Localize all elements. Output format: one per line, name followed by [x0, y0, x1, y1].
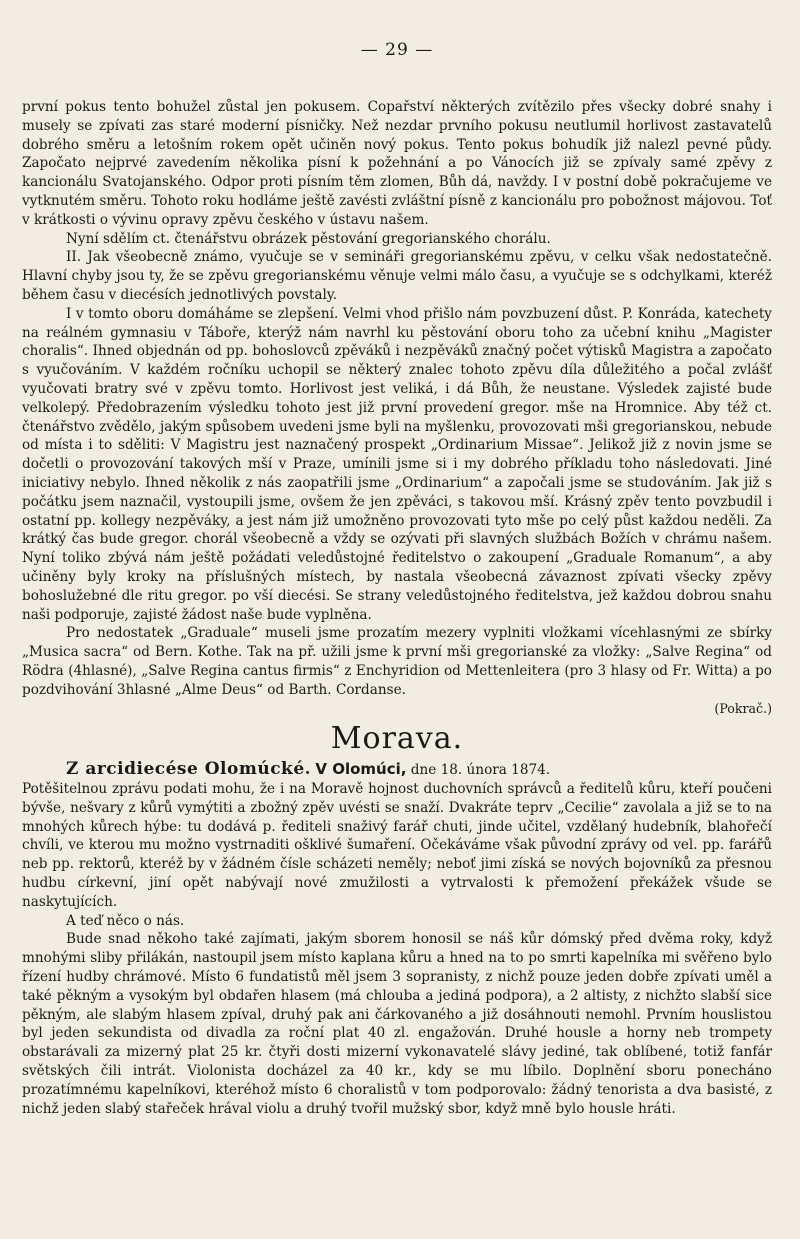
- dateline-date: dne 18. února 1874.: [410, 762, 551, 779]
- dateline-place: V Olomúci,: [315, 760, 407, 779]
- paragraph: II. Jak všeobecně známo, vyučuje se v semináři gregorianskému zpěvu, v celku však nedostatečně. Hlavní chyby jsou ty, že se zpěvu gregorianskému věnuje velmi málo času, a vyučuje se s odchylkami, kteréž během času v diecésích jednotlivých povstaly.: [22, 249, 772, 303]
- paragraph: Nyní sdělím ct. čtenářstvu obrázek pěstování gregorianského chorálu.: [66, 230, 551, 247]
- dateline: [22, 760, 772, 780]
- diocese-title: Z arcidiecése Olomúcké.: [66, 759, 312, 780]
- paragraph: Pro nedostatek „Graduale“ museli jsme prozatím mezery vyplniti vložkami vícehlasnými ze sbírky „Musica sacra“ od Bern. Kothe. Tak na př. užili jsme k první mši gregorianské za vložky: „Salve Regina“ od Rödra (4hlasné), „Salve Regina cantus firmis“ z Enchyridion od Mettenleitera (pro 3 hlasy od Fr. Witta) a po pozdvihování 3hlasné „Alme Deus“ od Barth. Cordanse.: [22, 625, 772, 698]
- continuation-note: (Pokrač.): [714, 700, 772, 716]
- paragraph: Potěšitelnou zprávu podati mohu, že i na Moravě hojnost duchovních správců a ředitelů kůru, kteří poučeni bývše, nešvary z kůrů vymýtiti a zbožný zpěv uvésti se snaží. Dvakráte teprv „Cecilie“ zavolala a již se to na mnohých kůrech hýbe: tu dodává p. řediteli snaživý farář chuti, jinde učitel, vzdělaný hudebník, blahořečí chvíli, ve kterou mu možno vystrnaditi ošklivé šumaření. Očekáváme však původní zprávy od vel. pp. farářů neb pp. rektorů, kteréž by v žádném čísle scházeti neměly; neboť jimi získá se nových bojovníků za přesnou hudbu církevní, jiní opět nabývají nové zmužilosti a vytrvalosti k přemožení překážek všude se naskytujících.: [22, 781, 772, 910]
- paragraph: Bude snad někoho také zajímati, jakým sborem honosil se náš kůr dómský před dvěma roky, když mnohými sliby přilákán, nastoupil jsem místo kaplana kůru a hned na to po smrti kapelníka mi svěřeno bylo řízení hudby chrámové. Místo 6 fundatistů měl jsem 3 sopranisty, z nichž pouze jeden dobře zpívati uměl a také pěkným a vysokým byl obdařen hlasem (má chlouba a jediná podpora), a 2 altisty, z nichžto slabší sice pěkným, ale slabým hlasem zpíval, druhý pak ani čárkovaného a již dosáhnouti nemohl. Prvním houslistou byl jeden sekundista od divadla za roční plat 40 zl. engažován. Druhé housle a horny neb trompety obstarávali za mizerný plat 25 kr. čtyři dosti mizerní vykonavatelé slávy jediné, tak oblíbené, totiž fanfár světských čili intrát. Violonista docházel za 40 kr., kdy se mu líbilo. Doplnění sboru ponecháno prozatímnému kapelníkovi, kteréhož místo 6 choralistů v tom podporovalo: žádný tenorista a dva basisté, z nichž jeden slabý stařeček hrával violu a druhý tvořil mužský sbor, když mně bylo housle hráti.: [22, 931, 772, 1117]
- page-number: — 29 —: [360, 40, 434, 60]
- paragraph: I v tomto oboru domáháme se zlepšení. Velmi vhod přišlo nám povzbuzení důst. P. Konráda, katechety na reálném gymnasiu v Táboře, kterýž nám navrhl ku pěstování oboru toho za učební knihu „Magister choralis“. Ihned objednán od pp. bohoslovců zpěváků i nezpěváků značný počet výtisků Magistra a započato s vyučováním. V každém ročníku uchopil se některý znalec tohoto zpěvu díla důležitého a počal zvlášť vyučovati bratry své v zpěvu tomto. Horlivost jest veliká, i dá Bůh, že neustane. Výsledek zajisté bude velkolepý. Předobrazením výsledku tohoto jest již první provedení gregor. mše na Hromnice. Aby též ct. čtenářstvo zvědělo, jakým spůsobem uvedeni jsme byli na myšlenku, provozovati mši gregorianskou, nebude od místa i to sděliti: V Magistru jest naznačený prospekt „Ordinarium Missae“. Jelikož již z novin jsme se dočetli o provozování takových mší v Praze, umínili jsme si i my dobrého příkladu toho následovati. Jiné iniciativy nebylo. Ihned několik z nás zaopatřili jsme „Ordinarium“ a započali jsme se studováním. Jak již s počátku jsem naznačil, vystoupili jsme, ovšem že jen zpěváci, s takovou mší. Krásný zpěv tento povzbudil i ostatní pp. kollegy nezpěváky, a jest nám již umožněno provozovati tyto mše po celý půst každou neděli. Za krátký čas bude gregor. chorál všeobecně a vždy se ozývati při slavných službách Božích v chrámu našem. Nyní toliko zbývá nám ještě požádati veledůstojné ředitelstvo o zakoupení „Graduale Romanum“, a aby učiněny byly kroky na příslušných místech, by nastala všeobecná závaznost zpívati všecky zpěvy bohoslužebné dle ritu gregor. po vší diecési. Se strany veledůstojného ředitelstva, jež každou dobrou snahu naši podporuje, zajisté žádost naše bude vyplněna.: [22, 305, 772, 623]
- paragraph: A teď něco o nás.: [66, 912, 185, 929]
- section-heading: Morava.: [330, 721, 464, 757]
- paragraph: první pokus tento bohužel zůstal jen pokusem. Copařství některých zvítězilo přes všecky dobré snahy i musely se zpívati zas staré moderní písničky. Než nezdar prvního pokusu neutlumil horlivost zastavatelů dobrého směru a letošním rokem opět učiněn nový pokus. Tento pokus bohudík již nalezl pevné půdy. Započato nejprvé zavedením několika písní k požehnání a po Vánocích již se zpívaly samé zpěvy z kancionálu Svatojanského. Odpor proti písním těm zlomen, Bůh dá, navždy. I v postní době pokračujeme ve vytknutém směru. Tohoto roku hodláme ještě zavésti zvláštní písně z kancionálu pro pobožnost májovou. Toť v krátkosti o vývinu opravy zpěvu českého v ústavu našem.: [22, 99, 772, 228]
- body-text: [22, 98, 772, 1118]
